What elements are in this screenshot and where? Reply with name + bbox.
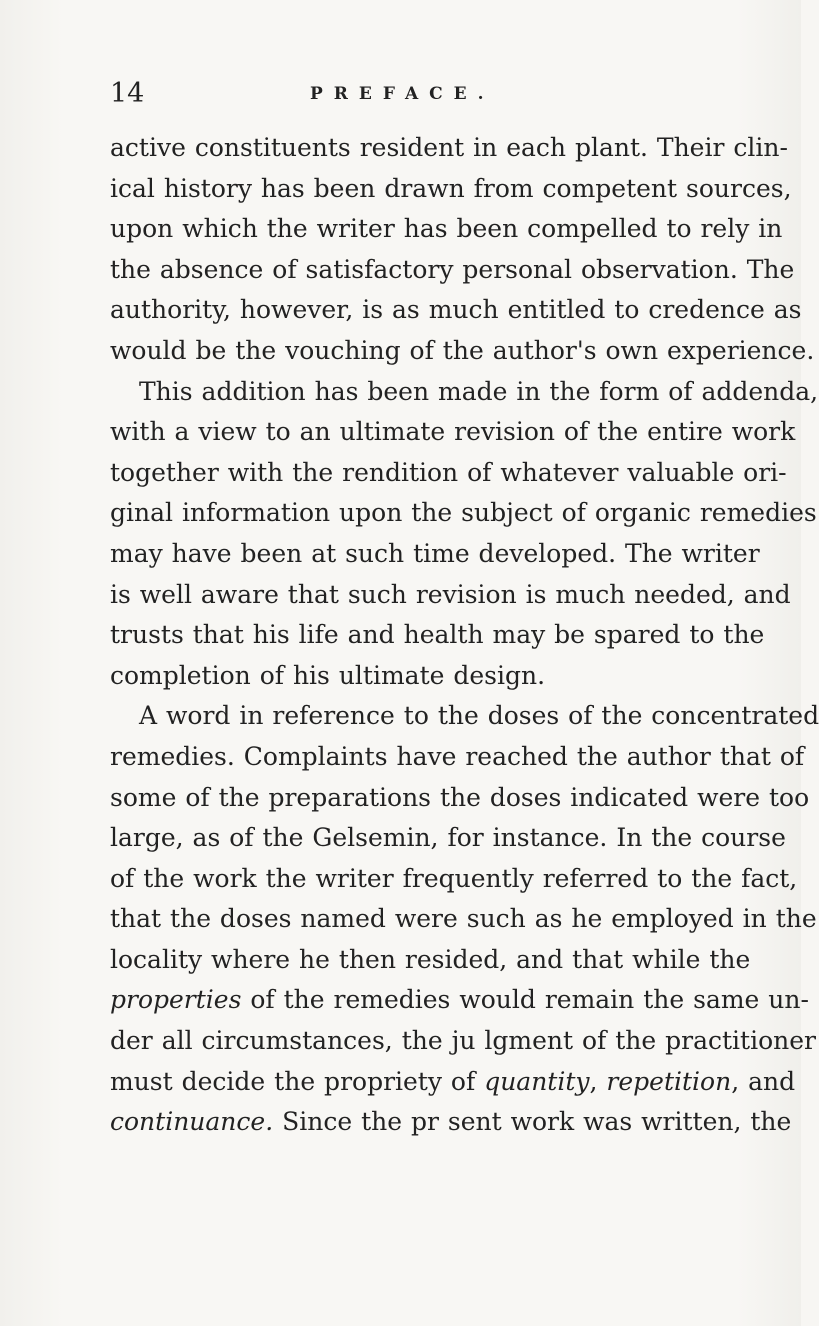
running-head: PREFACE. <box>310 84 495 104</box>
text-line: authority, however, is as much entitled to credence as <box>110 295 802 325</box>
text-line: ginal information upon the subject of organic remedies <box>110 498 817 528</box>
text-line: active constituents resident in each plant. Their clin- <box>110 133 788 162</box>
text-line: of the work the writer frequently referred to the fact, <box>110 863 798 893</box>
text-line-mixed <box>110 980 809 1021</box>
text-line: ical history has been drawn from competent sources, <box>110 173 792 203</box>
italic-word: continuance. <box>110 1107 274 1137</box>
text-line: some of the preparations the doses indicated were too <box>110 782 810 812</box>
italic-word: repetition <box>606 1066 732 1096</box>
text-fragment: Since the pr sent work was written, the <box>282 1107 792 1137</box>
text-line-mixed <box>110 1102 792 1143</box>
text-line: large, as of the Gelsemin, for instance. In the course <box>110 823 786 853</box>
text-line: completion of his ultimate design. <box>110 660 546 690</box>
text-line: trusts that his life and health may be spared to the <box>110 620 765 650</box>
punctuation: , and <box>731 1066 796 1096</box>
text-line: is well aware that such revision is much needed, and <box>110 579 791 609</box>
text-line: that the doses named were such as he employed in the <box>110 904 817 934</box>
text-line: with a view to an ultimate revision of the entire work <box>110 417 796 447</box>
page-header <box>110 78 750 114</box>
page-number: 14 <box>110 78 145 109</box>
text-fragment: must decide the propriety of <box>110 1066 476 1096</box>
text-line: would be the vouching of the author's own experience. <box>110 335 815 365</box>
text-line: the absence of satisfactory personal observation. The <box>110 254 795 284</box>
text-fragment: of the remedies would remain the same un- <box>250 985 809 1015</box>
body-text <box>110 128 819 1143</box>
text-line: upon which the writer has been compelled to rely in <box>110 214 783 244</box>
text-line: together with the rendition of whatever valuable ori- <box>110 457 787 487</box>
text-line: remedies. Complaints have reached the author that of <box>110 741 805 771</box>
text-line-mixed <box>110 1062 796 1103</box>
punctuation: , <box>589 1066 598 1096</box>
italic-word: quantity <box>484 1066 590 1096</box>
text-line: locality where he then resided, and that while the <box>110 944 751 974</box>
text-line: der all circumstances, the ju lgment of the practitioner <box>110 1026 816 1056</box>
text-line: This addition has been made in the form of addenda, <box>139 376 819 406</box>
italic-word: properties <box>110 985 242 1015</box>
text-line: A word in reference to the doses of the concentrated <box>139 701 819 731</box>
text-line: may have been at such time developed. The writer <box>110 538 760 568</box>
